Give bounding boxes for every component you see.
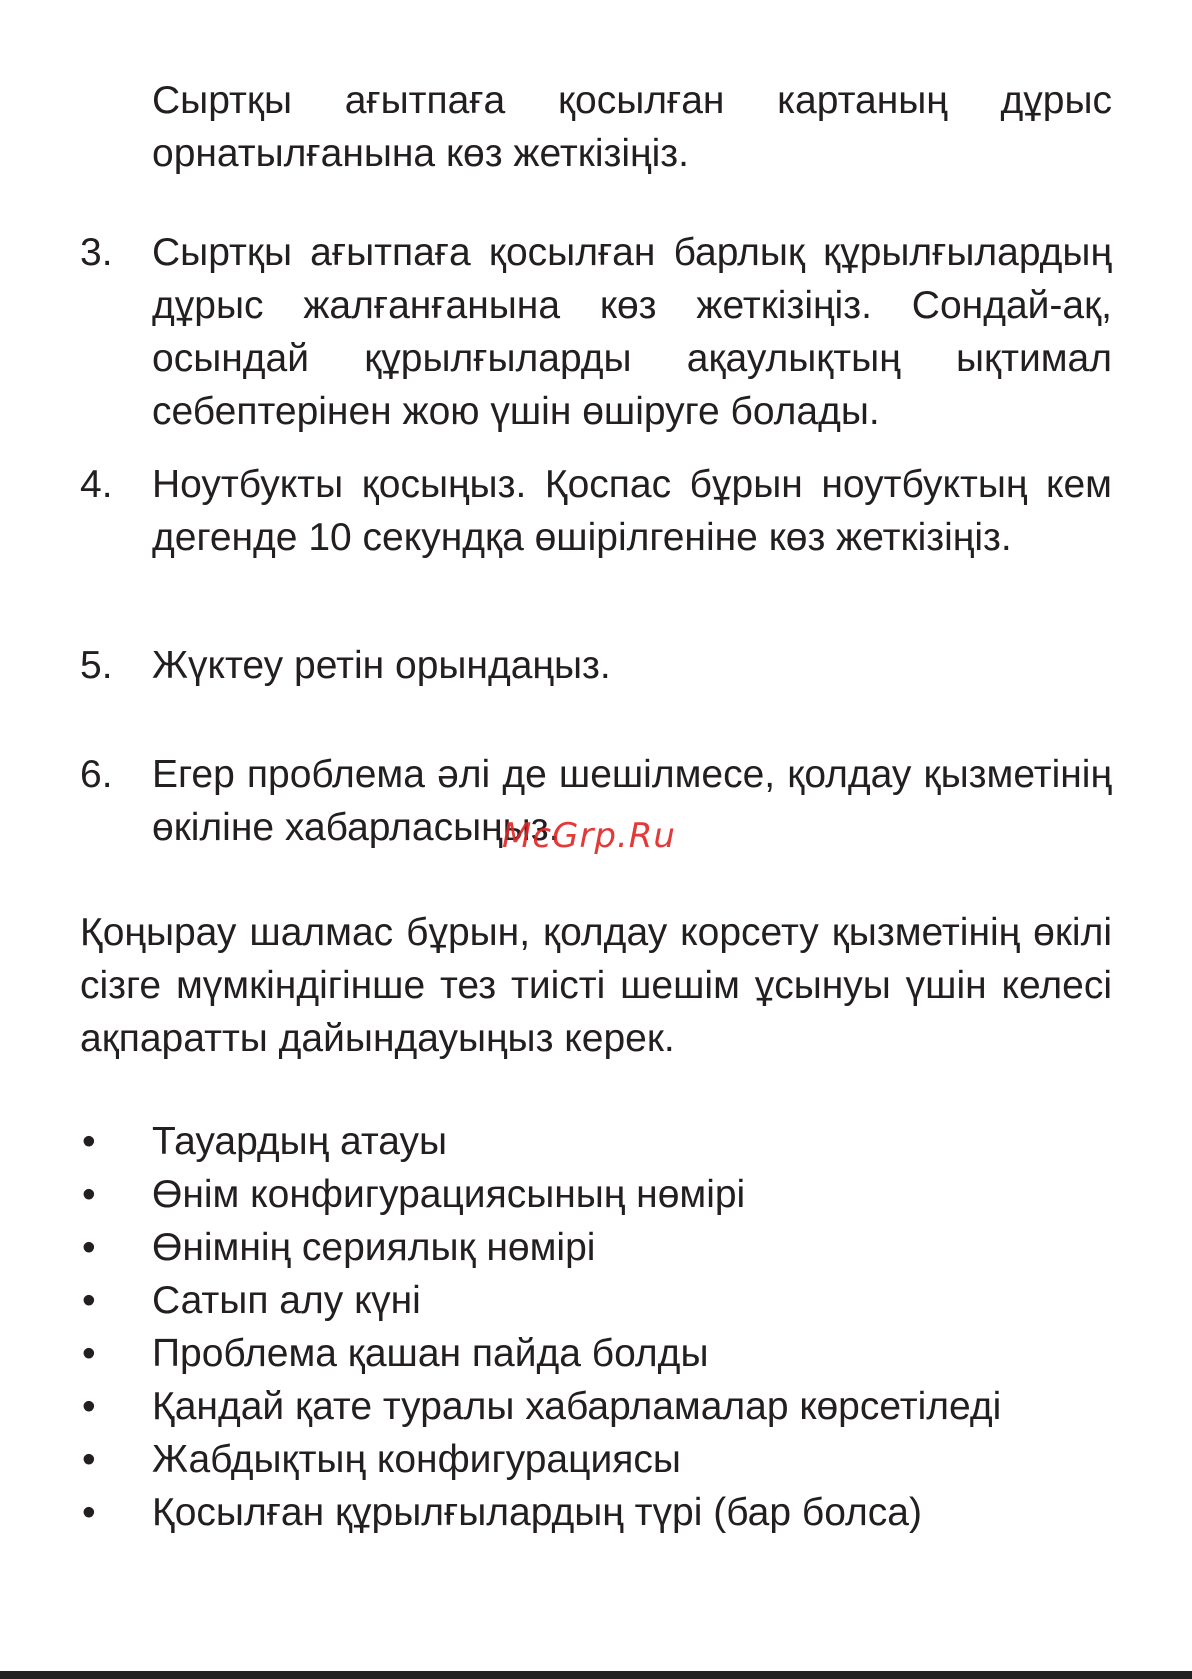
step-number: 4. xyxy=(80,463,113,506)
step-number: 3. xyxy=(80,231,113,274)
bullet-list xyxy=(80,1115,1112,1539)
list-item-text: Өнімнің сериялық нөмірі xyxy=(152,1226,596,1269)
list-item xyxy=(80,1486,1112,1539)
step-text: Жүктеу ретін орындаңыз. xyxy=(152,644,611,687)
watermark-text: McGrp.Ru xyxy=(502,816,676,856)
step-number: 6. xyxy=(80,753,113,796)
step-text: Ноутбукты қосыңыз. Қоспас бұрын ноутбуктың кем дегенде 10 секундқа өшірілгеніне көз жеткізіңіз. xyxy=(152,463,1112,559)
list-item xyxy=(80,1115,1112,1168)
list-item-text: Проблема қашан пайда болды xyxy=(152,1332,709,1375)
bullet-icon: • xyxy=(82,1385,96,1428)
list-item xyxy=(80,1327,1112,1380)
bullet-icon: • xyxy=(82,1226,96,1269)
list-item-text: Жабдықтың конфигурациясы xyxy=(152,1438,681,1481)
list-item-text: Өнім конфигурациясының нөмірі xyxy=(152,1173,746,1216)
list-item xyxy=(80,1380,1112,1433)
list-item-text: Тауардың атауы xyxy=(152,1120,448,1163)
bullet-icon: • xyxy=(82,1120,96,1163)
page-bottom-edge xyxy=(0,1671,1192,1679)
step-text: Егер проблема әлі де шешілмесе, қолдау қызметінің өкіліне хабарласыңыз. xyxy=(152,753,1112,849)
intro-continuation: Сыртқы ағытпаға қосылған картаның дұрыс орнатылғанына көз жеткізіңіз. xyxy=(152,79,1112,175)
list-item xyxy=(80,1433,1112,1486)
list-item xyxy=(80,1274,1112,1327)
list-item xyxy=(80,1221,1112,1274)
list-item-text: Сатып алу күні xyxy=(152,1279,421,1322)
list-item-text: Қосылған құрылғылардың түрі (бар болса) xyxy=(152,1491,922,1534)
step-number: 5. xyxy=(80,644,113,687)
bullet-icon: • xyxy=(82,1332,96,1375)
preparation-paragraph: Қоңырау шалмас бұрын, қолдау корсету қызметінің өкілі сізге мүмкіндігінше тез тиісті шешім ұсынуы үшін келесі ақпаратты дайындауыңыз керек. xyxy=(80,911,1112,1060)
list-item xyxy=(80,1168,1112,1221)
bullet-icon: • xyxy=(82,1438,96,1481)
bullet-icon: • xyxy=(82,1279,96,1322)
step-text: Сыртқы ағытпаға қосылған барлық құрылғылардың дұрыс жалғанғанына көз жеткізіңіз. Сондай-ақ, осындай құрылғыларды ақаулықтың ықтимал себептерінен жою үшін өшіруге болады. xyxy=(152,231,1112,433)
bullet-icon: • xyxy=(82,1491,96,1534)
list-item-text: Қандай қате туралы хабарламалар көрсетіледі xyxy=(152,1385,1002,1428)
bullet-icon: • xyxy=(82,1173,96,1216)
